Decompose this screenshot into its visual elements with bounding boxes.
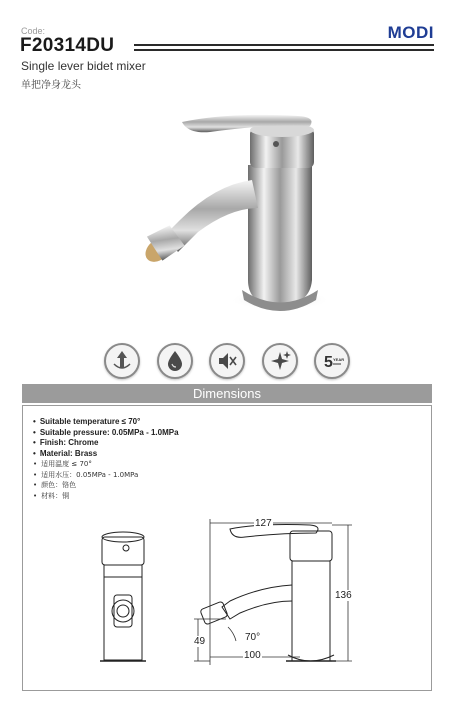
- dim-spout-height: 49: [194, 636, 206, 647]
- technical-drawing: [90, 515, 370, 670]
- dim-base-length: 100: [244, 650, 261, 661]
- spec-item: • 适用水压：0.05MPa - 1.0MPa: [33, 470, 179, 481]
- product-name-cn: 单把净身龙头: [21, 80, 81, 91]
- spec-item: • 材料：铜: [33, 491, 179, 502]
- dim-angle: 70°: [245, 632, 261, 643]
- model-number: F20314DU: [20, 35, 115, 56]
- spec-item: • Suitable temperature ≤ 70°: [33, 417, 179, 428]
- spec-item: • 适用温度 ≤ 70°: [33, 459, 179, 470]
- code-label: Code:: [21, 26, 46, 36]
- title-rule: [134, 44, 434, 51]
- five-year-warranty-icon: [314, 343, 350, 379]
- spec-item: • Finish: Chrome: [33, 438, 179, 449]
- warranty-word: YEAR: [333, 357, 345, 362]
- dim-height: 136: [335, 590, 352, 601]
- water-saving-icon: [157, 343, 193, 379]
- warranty-number: 5: [324, 354, 333, 371]
- side-view: [200, 525, 336, 662]
- spec-item: • Material: Brass: [33, 449, 179, 460]
- product-name-en: Single lever bidet mixer: [21, 59, 146, 73]
- dim-width: 127: [255, 518, 272, 529]
- dimensions-header: Dimensions: [22, 384, 432, 403]
- spec-item: • Suitable pressure: 0.05MPa - 1.0MPa: [33, 428, 179, 439]
- ceramic-cartridge-icon: [104, 343, 140, 379]
- product-image: [120, 100, 340, 330]
- brand-logo: MODI: [384, 23, 434, 43]
- spec-list: [33, 417, 179, 501]
- noise-reduction-icon: [209, 343, 245, 379]
- front-view: [100, 532, 146, 661]
- spec-item: • 颜色：铬色: [33, 480, 179, 491]
- feature-icons: [104, 343, 350, 379]
- easy-clean-icon: [262, 343, 298, 379]
- dimension-lines: [194, 519, 352, 665]
